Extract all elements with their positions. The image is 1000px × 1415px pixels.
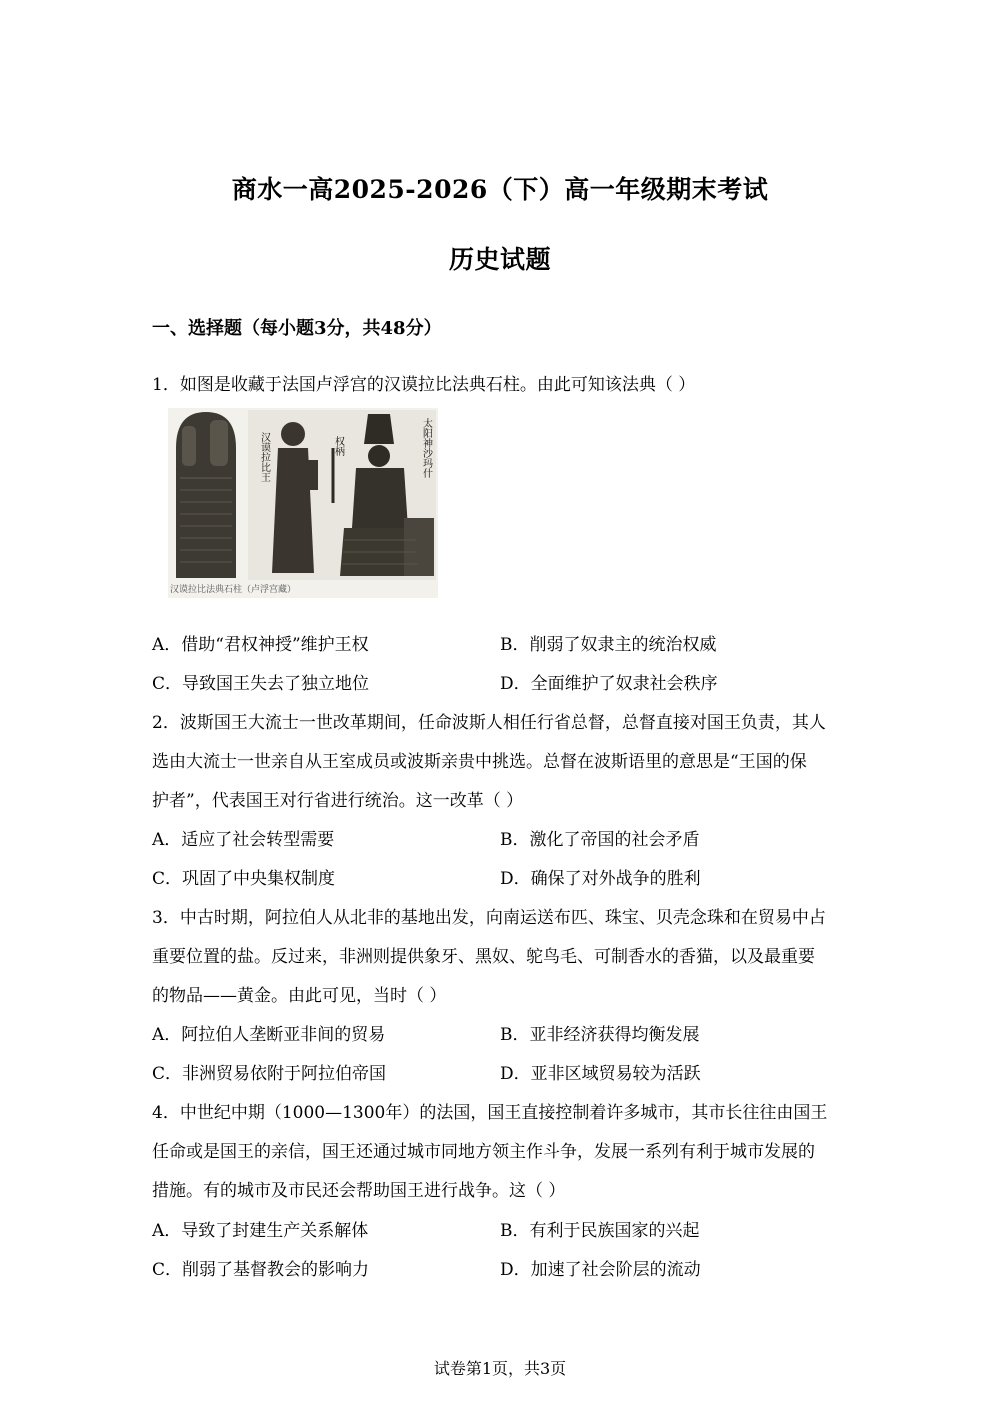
question-4-option-a: A．导致了封建生产关系解体	[152, 1221, 369, 1241]
label-god: 太阳神沙玛什	[420, 418, 432, 478]
question-3-option-b: B．亚非经济获得均衡发展	[500, 1025, 700, 1045]
question-2-option-a: A．适应了社会转型需要	[152, 830, 335, 850]
question-1-stem: 1．如图是收藏于法国卢浮宫的汉谟拉比法典石柱。由此可知该法典（ ）	[152, 375, 696, 395]
exam-title: 商水一高2025-2026（下）高一年级期末考试	[231, 175, 769, 204]
question-1-option-c: C．导致国王失去了独立地位	[152, 674, 370, 694]
exam-subject: 历史试题	[448, 245, 551, 274]
question-2-option-d: D．确保了对外战争的胜利	[500, 869, 701, 889]
question-3-option-a: A．阿拉伯人垄断亚非间的贸易	[152, 1025, 386, 1045]
question-4-stem-line-1: 4．中世纪中期（1000—1300年）的法国，国王直接控制着许多城市，其市长往往由国王	[152, 1103, 828, 1123]
question-3-option-c: C．非洲贸易依附于阿拉伯帝国	[152, 1064, 387, 1084]
hammurabi-stele-image	[168, 408, 438, 598]
question-4-stem-line-3: 措施。有的城市及市民还会帮助国王进行战争。这（ ）	[152, 1181, 566, 1201]
question-4-option-c: C．削弱了基督教会的影响力	[152, 1260, 370, 1280]
question-4-option-b: B．有利于民族国家的兴起	[500, 1221, 700, 1241]
question-2-stem-line-2: 选由大流士一世亲自从王室成员或波斯亲贵中挑选。总督在波斯语里的意思是“王国的保	[152, 752, 807, 772]
figure-caption: 汉谟拉比法典石柱（卢浮宫藏）	[170, 585, 297, 595]
label-scepter: 权柄	[332, 436, 344, 456]
question-3-stem-line-2: 重要位置的盐。反过来，非洲则提供象牙、黑奴、鸵鸟毛、可制香水的香猫，以及最重要	[152, 947, 815, 967]
question-2-stem-line-3: 护者”，代表国王对行省进行统治。这一改革（ ）	[152, 791, 524, 811]
question-2-option-b: B．激化了帝国的社会矛盾	[500, 830, 700, 850]
question-1-option-a: A．借助“君权神授”维护王权	[152, 635, 369, 655]
question-4-option-d: D．加速了社会阶层的流动	[500, 1260, 701, 1280]
question-3-option-d: D．亚非区域贸易较为活跃	[500, 1064, 701, 1084]
question-1-option-b: B．削弱了奴隶主的统治权威	[500, 635, 717, 655]
label-king: 汉谟拉比王	[258, 432, 270, 482]
question-2-option-c: C．巩固了中央集权制度	[152, 869, 336, 889]
question-3-stem-line-1: 3．中古时期，阿拉伯人从北非的基地出发，向南运送布匹、珠宝、贝壳念珠和在贸易中占	[152, 908, 826, 928]
question-2-stem-line-1: 2．波斯国王大流士一世改革期间，任命波斯人相任行省总督，总督直接对国王负责，其人	[152, 713, 826, 733]
question-1-option-d: D．全面维护了奴隶社会秩序	[500, 674, 718, 694]
question-3-stem-line-3: 的物品——黄金。由此可见，当时（ ）	[152, 986, 447, 1006]
section-heading: 一、选择题（每小题3分，共48分）	[152, 318, 442, 339]
question-4-stem-line-2: 任命或是国王的亲信，国王还通过城市同地方领主作斗争，发展一系列有利于城市发展的	[152, 1142, 815, 1162]
page-footer: 试卷第1页，共3页	[433, 1359, 567, 1378]
